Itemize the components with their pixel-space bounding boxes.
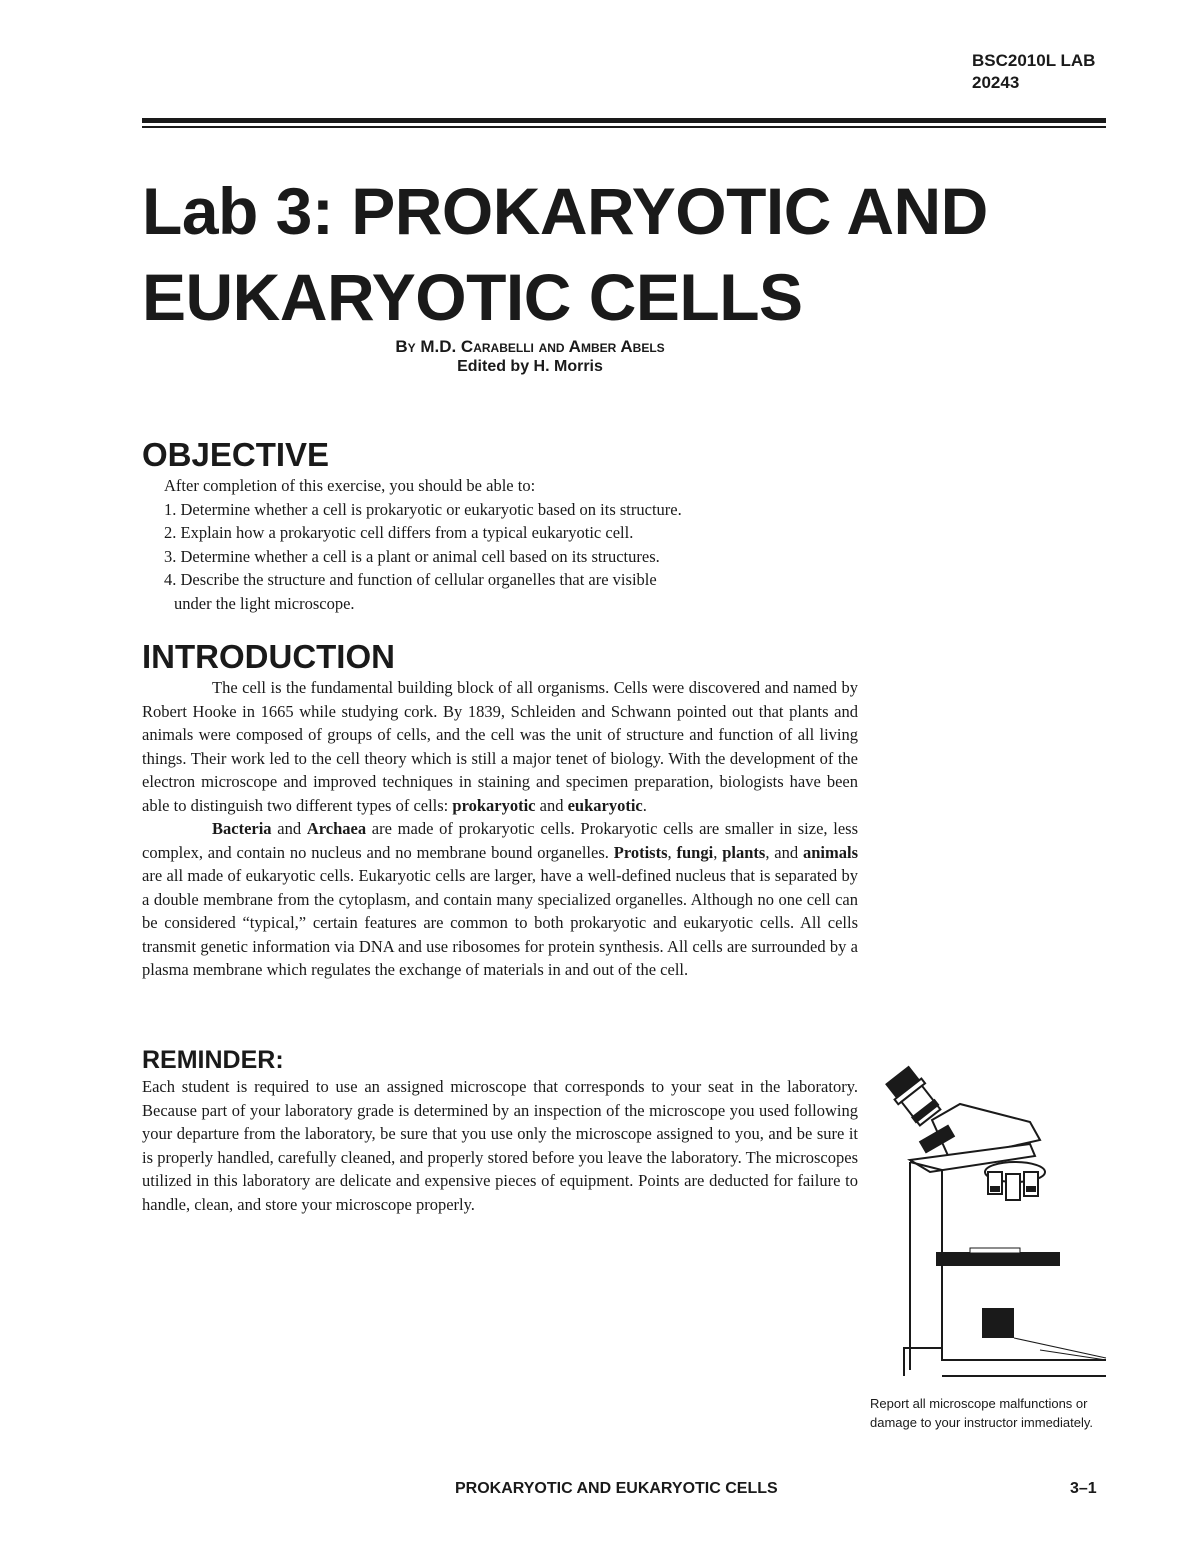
course-code-line2: 20243 <box>972 73 1020 92</box>
objective-item: 4. Describe the structure and function of cellular organelles that are visible <box>164 570 657 589</box>
footer-running-title: PROKARYOTIC AND EUKARYOTIC CELLS <box>455 1480 778 1497</box>
introduction-paragraph-2: Bacteria and Archaea are made of prokaryotic cells. Prokaryotic cells are smaller in size, less complex, and contain no nucleus and no membrane bound organelles. Protists, fungi, plants, and animals are all made of eukaryotic cells. Eukaryotic cells are larger, have a well-defined nucleus that is separated by a double membrane from the cytoplasm, and contain many specialized organelles. Although no one cell can be considered “typical,” certain features are common to both prokaryotic and eukaryotic cells. All cells transmit genetic information via DNA and use ribosomes for protein synthesis. All cells are surrounded by a plasma membrane which regulates the exchange of materials in and out of the cell. <box>142 819 859 979</box>
header-rule-thin <box>142 126 1106 128</box>
objective-item: 3. Determine whether a cell is a plant or animal cell based on its structures. <box>164 546 660 566</box>
objective-list <box>164 474 844 615</box>
authors: By M.D. Carabelli and Amber Abels <box>395 337 665 356</box>
figure-caption: Report all microscope malfunctions or damage to your instructor immediately. <box>870 1396 1094 1430</box>
byline <box>142 337 918 377</box>
reminder-heading: REMINDER: <box>142 1046 284 1074</box>
objective-item-continuation: under the light microscope. <box>174 593 355 613</box>
course-code <box>972 50 1172 94</box>
lab-title-line1: Lab 3: PROKARYOTIC AND <box>142 174 988 248</box>
objective-heading: OBJECTIVE <box>142 436 330 473</box>
page-number: 3–1 <box>1070 1480 1097 1497</box>
objective-item: 1. Determine whether a cell is prokaryotic or eukaryotic based on its structure. <box>164 499 682 519</box>
lab-title-line2: EUKARYOTIC CELLS <box>142 260 803 334</box>
microscope-icon <box>880 1060 1110 1385</box>
objective-intro: After completion of this exercise, you should be able to: <box>164 476 536 495</box>
objective-item: 2. Explain how a prokaryotic cell differs from a typical eukaryotic cell. <box>164 523 634 542</box>
editor: Edited by H. Morris <box>457 358 603 375</box>
reminder-paragraph: Each student is required to use an assigned microscope that corresponds to your seat in the laboratory. Because part of your laboratory grade is determined by an inspection of the microscope you used following your departure from the laboratory, be sure that you use only the microscope assigned to you, and be sure it is properly handled, carefully cleaned, and properly stored before you leave the laboratory. The microscopes utilized in this laboratory are delicate and expensive pieces of equipment. Points are deducted for failure to handle, clean, and store your microscope properly. <box>142 1077 858 1214</box>
course-code-line1: BSC2010L LAB <box>972 51 1096 70</box>
introduction-heading: INTRODUCTION <box>142 638 395 675</box>
header-rule-thick <box>142 118 1106 123</box>
introduction-paragraph-1: The cell is the fundamental building block of all organisms. Cells were discovered and named by Robert Hooke in 1665 while studying cork. By 1839, Schleiden and Schwann pointed out that plants and animals were composed of groups of cells, and the cell was the unit of structure and function of all living things. Their work led to the cell theory which is still a major tenet of biology. With the development of the electron microscope and improved techniques in staining and specimen preparation, biologists have been able to distinguish two different types of cells: prokaryotic and eukaryotic. <box>142 678 858 815</box>
introduction-body <box>142 676 858 982</box>
reminder-body <box>142 1075 858 1216</box>
lab-title <box>142 168 1132 340</box>
